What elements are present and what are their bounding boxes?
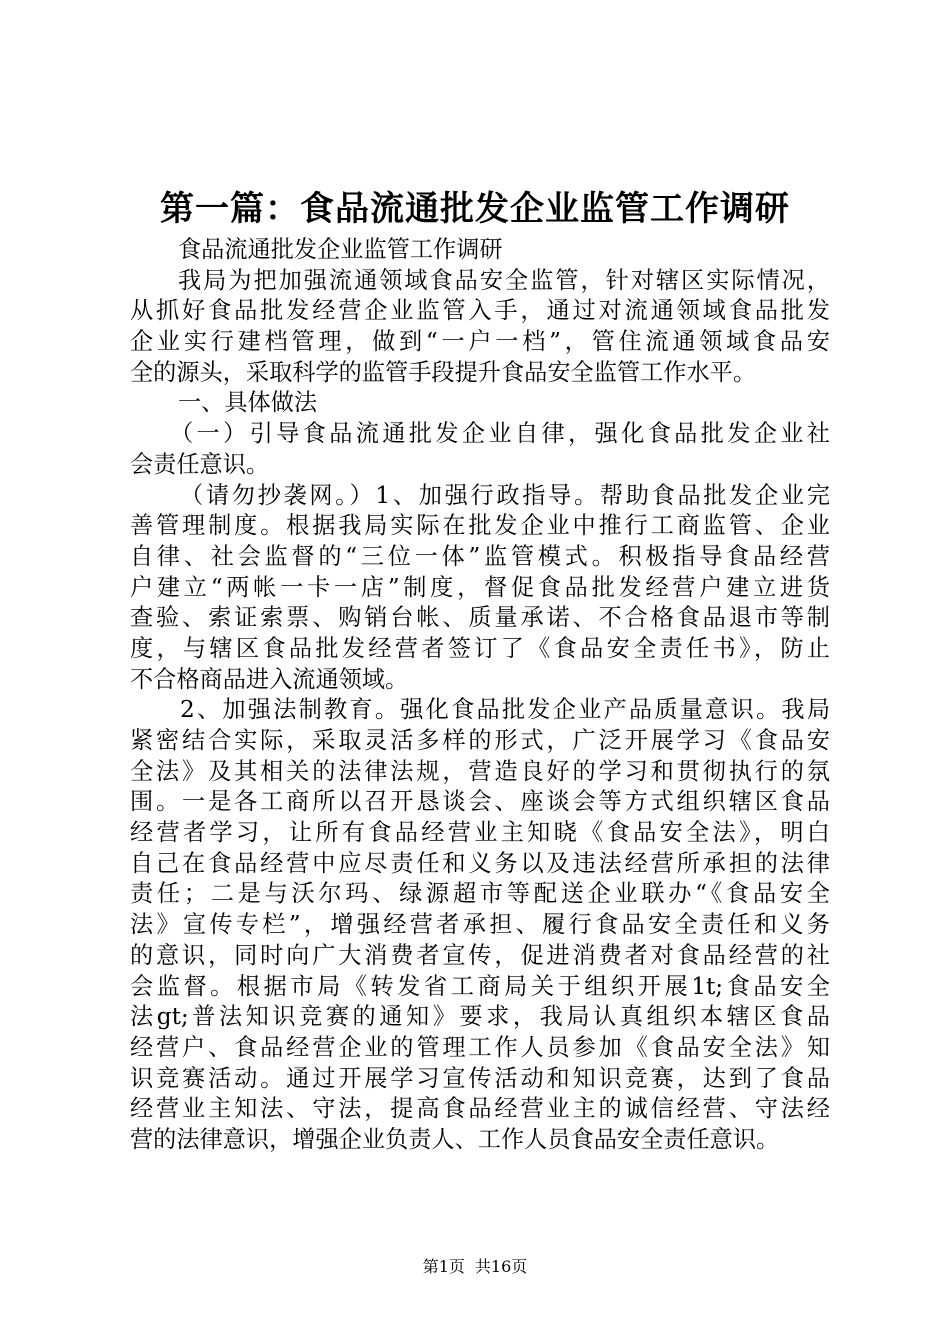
body-line: 从抓好食品批发经营企业监管入手，通过对流通领域食品批发: [130, 297, 830, 325]
body-line: 围。一是各工商所以召开恳谈会、座谈会等方式组织辖区食品: [130, 788, 830, 816]
section-heading: 一、具体做法: [178, 389, 318, 417]
body-line: 善管理制度。根据我局实际在批发企业中推行工商监管、企业: [130, 512, 830, 540]
page-total: 共16页: [474, 1257, 528, 1276]
body-line: 的意识，同时向广大消费者宣传，促进消费者对食品经营的社: [130, 941, 830, 969]
page-footer: [0, 1255, 950, 1279]
body-line: 2、加强法制教育。强化食品批发企业产品质量意识。我局: [180, 696, 830, 724]
body-line: 户建立“两帐一卡一店”制度，督促食品批发经营户建立进货: [130, 573, 830, 601]
body-line: 紧密结合实际，采取灵活多样的形式，广泛开展学习《食品安: [130, 727, 830, 754]
body-line: 营的法律意识，增强企业负责人、工作人员食品安全责任意识。: [130, 1125, 780, 1153]
body-line: （一）引导食品流通批发企业自律，强化食品批发企业社: [170, 420, 830, 448]
body-line: 自律、社会监督的“三位一体”监管模式。积极指导食品经营: [130, 542, 830, 570]
body-line: 我局为把加强流通领域食品安全监管，针对辖区实际情况，: [178, 266, 830, 294]
body-line: 经营者学习，让所有食品经营业主知晓《食品安全法》，明白: [130, 819, 830, 847]
body-line: 不合格商品进入流通领域。: [130, 665, 409, 693]
body-line: 全法》及其相关的法律法规，营造良好的学习和贯彻执行的氛: [130, 757, 830, 785]
body-line: 法gt;普法知识竞赛的通知》要求，我局认真组织本辖区食品: [130, 1003, 830, 1031]
body-line: 经营户、食品经营企业的管理工作人员参加《食品安全法》知: [130, 1033, 830, 1061]
body-line: 企业实行建档管理，做到“一户一档”，管住流通领域食品安: [130, 328, 830, 356]
page-number: 第1页: [422, 1257, 465, 1276]
body-line: 法》宣传专栏”，增强经营者承担、履行食品安全责任和义务: [130, 911, 830, 939]
body-line: （请勿抄袭网。）1、加强行政指导。帮助食品批发企业完: [180, 481, 830, 509]
body-line: 自己在食品经营中应尽责任和义务以及违法经营所承担的法律: [130, 849, 830, 877]
body-line: 经营业主知法、守法，提高食品经营业主的诚信经营、守法经: [130, 1095, 830, 1123]
body-line: 责任；二是与沃尔玛、绿源超市等配送企业联办“《食品安全: [130, 880, 830, 908]
document-title: 第一篇：食品流通批发企业监管工作调研: [160, 189, 790, 229]
body-line: 会监督。根据市局《转发省工商局关于组织开展1t;食品安全: [130, 972, 830, 1000]
body-line: 会责任意识。: [130, 450, 270, 478]
body-line: 查验、索证索票、购销台帐、质量承诺、不合格食品退市等制: [130, 604, 830, 632]
body-line: 识竞赛活动。通过开展学习宣传活动和知识竞赛，达到了食品: [130, 1064, 830, 1092]
document-body: [130, 235, 830, 1156]
body-line: 度，与辖区食品批发经营者签订了《食品安全责任书》，防止: [130, 634, 830, 662]
body-line: 全的源头，采取科学的监管手段提升食品安全监管工作水平。: [130, 358, 757, 386]
subtitle-line: 食品流通批发企业监管工作调研: [178, 236, 503, 263]
